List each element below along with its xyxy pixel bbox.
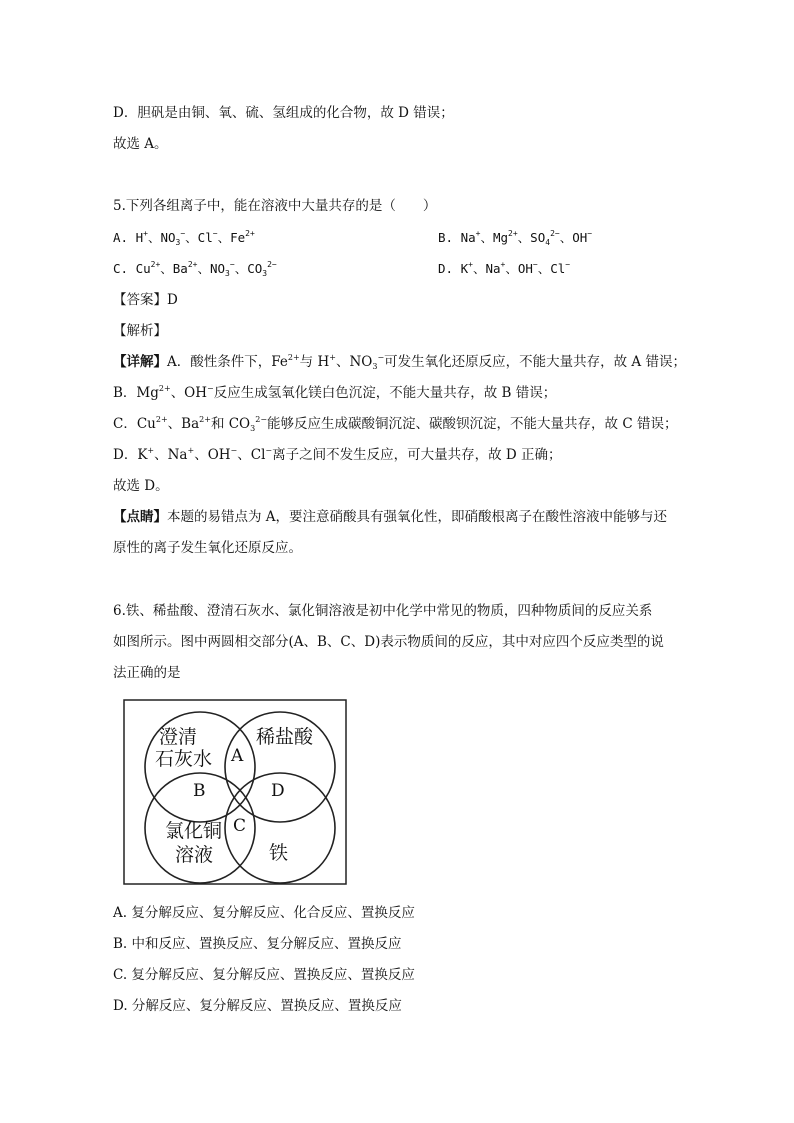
label-copper-chloride-line2: 溶液 [175, 844, 214, 866]
q5-stem: 5.下列各组离子中，能在溶液中大量共存的是（ ） [113, 198, 437, 214]
region-a-label: A [231, 746, 244, 766]
q5-answer: 【答案】D [113, 292, 178, 308]
q5-tip-line2: 原性的离子发生氧化还原反应。 [113, 540, 302, 556]
region-c-label: C [233, 816, 247, 836]
q4-conclusion: 故选 A。 [113, 136, 168, 152]
q4-option-d-explanation: D．胆矾是由铜、氧、硫、氢组成的化合物，故 D 错误； [113, 105, 454, 121]
q5-tip-line1: 【点睛】本题的易错点为 A，要注意硝酸具有强氧化性，即硝酸根离子在酸性溶液中能够与还 [113, 509, 668, 525]
label-hydrochloric-acid: 稀盐酸 [256, 726, 314, 748]
q5-option-a: A. H+、$NO_3^-$、Cl−、$Fe^{2+}$ [113, 229, 255, 247]
label-limewater-line2: 石灰水 [155, 748, 213, 770]
q6-stem-line2: 如图所示。图中两圆相交部分(A、B、C、D)表示物质间的反应，其中对应四个反应类型的说 [113, 634, 664, 650]
region-d-label: D [271, 781, 285, 801]
q6-stem-line1: 6.铁、稀盐酸、澄清石灰水、氯化铜溶液是初中化学中常见的物质，四种物质间的反应关系 [113, 603, 653, 619]
q6-option-a: A. 复分解反应、复分解反应、化合反应、置换反应 [113, 905, 415, 921]
q5-detail-d: D．K+、Na+、OH−、Cl−离子之间不发生反应，可大量共存，故 D 正确； [113, 446, 562, 463]
q6-option-d: D. 分解反应、复分解反应、置换反应、置换反应 [113, 998, 402, 1014]
q6-stem-line3: 法正确的是 [113, 665, 181, 681]
label-copper-chloride-line1: 氯化铜 [165, 820, 223, 842]
q5-option-b: B. Na+、$Mg^{2+}$、$SO_4^{2-}$、OH− [438, 229, 593, 247]
label-limewater-line1: 澄清 [159, 726, 198, 748]
q5-option-d: D. K+、Na+、OH−、Cl− [438, 260, 571, 276]
venn-diagram-svg [123, 699, 347, 885]
q6-option-c: C. 复分解反应、复分解反应、置换反应、置换反应 [113, 967, 415, 983]
region-b-label: B [193, 781, 206, 801]
q5-analysis-title: 【解析】 [113, 323, 167, 339]
q6-option-b: B. 中和反应、置换反应、复分解反应、置换反应 [113, 936, 402, 952]
q5-detail-a: 【详解】A．酸性条件下，$Fe^{2+}$与 H+、$NO_3^-$可发生氧化还原反应，不能大量共存，故 A 错误； [113, 353, 686, 371]
q5-detail-b: B．$Mg^{2+}$、OH−反应生成氢氧化镁白色沉淀，不能大量共存，故 B 错误； [113, 384, 557, 401]
venn-diagram [123, 699, 347, 885]
q5-detail-c: C．$Cu^{2+}$、$Ba^{2+}$和 $CO_3^{2-}$能够反应生成碳酸铜沉淀、碳酸钡沉淀，不能大量共存，故 C 错误； [113, 415, 678, 433]
q5-option-c: C. $Cu^{2+}$、$Ba^{2+}$、$NO_3^-$、$CO_3^{2-}$ [113, 260, 277, 278]
label-iron: 铁 [269, 842, 289, 864]
q5-conclusion: 故选 D。 [113, 478, 169, 494]
